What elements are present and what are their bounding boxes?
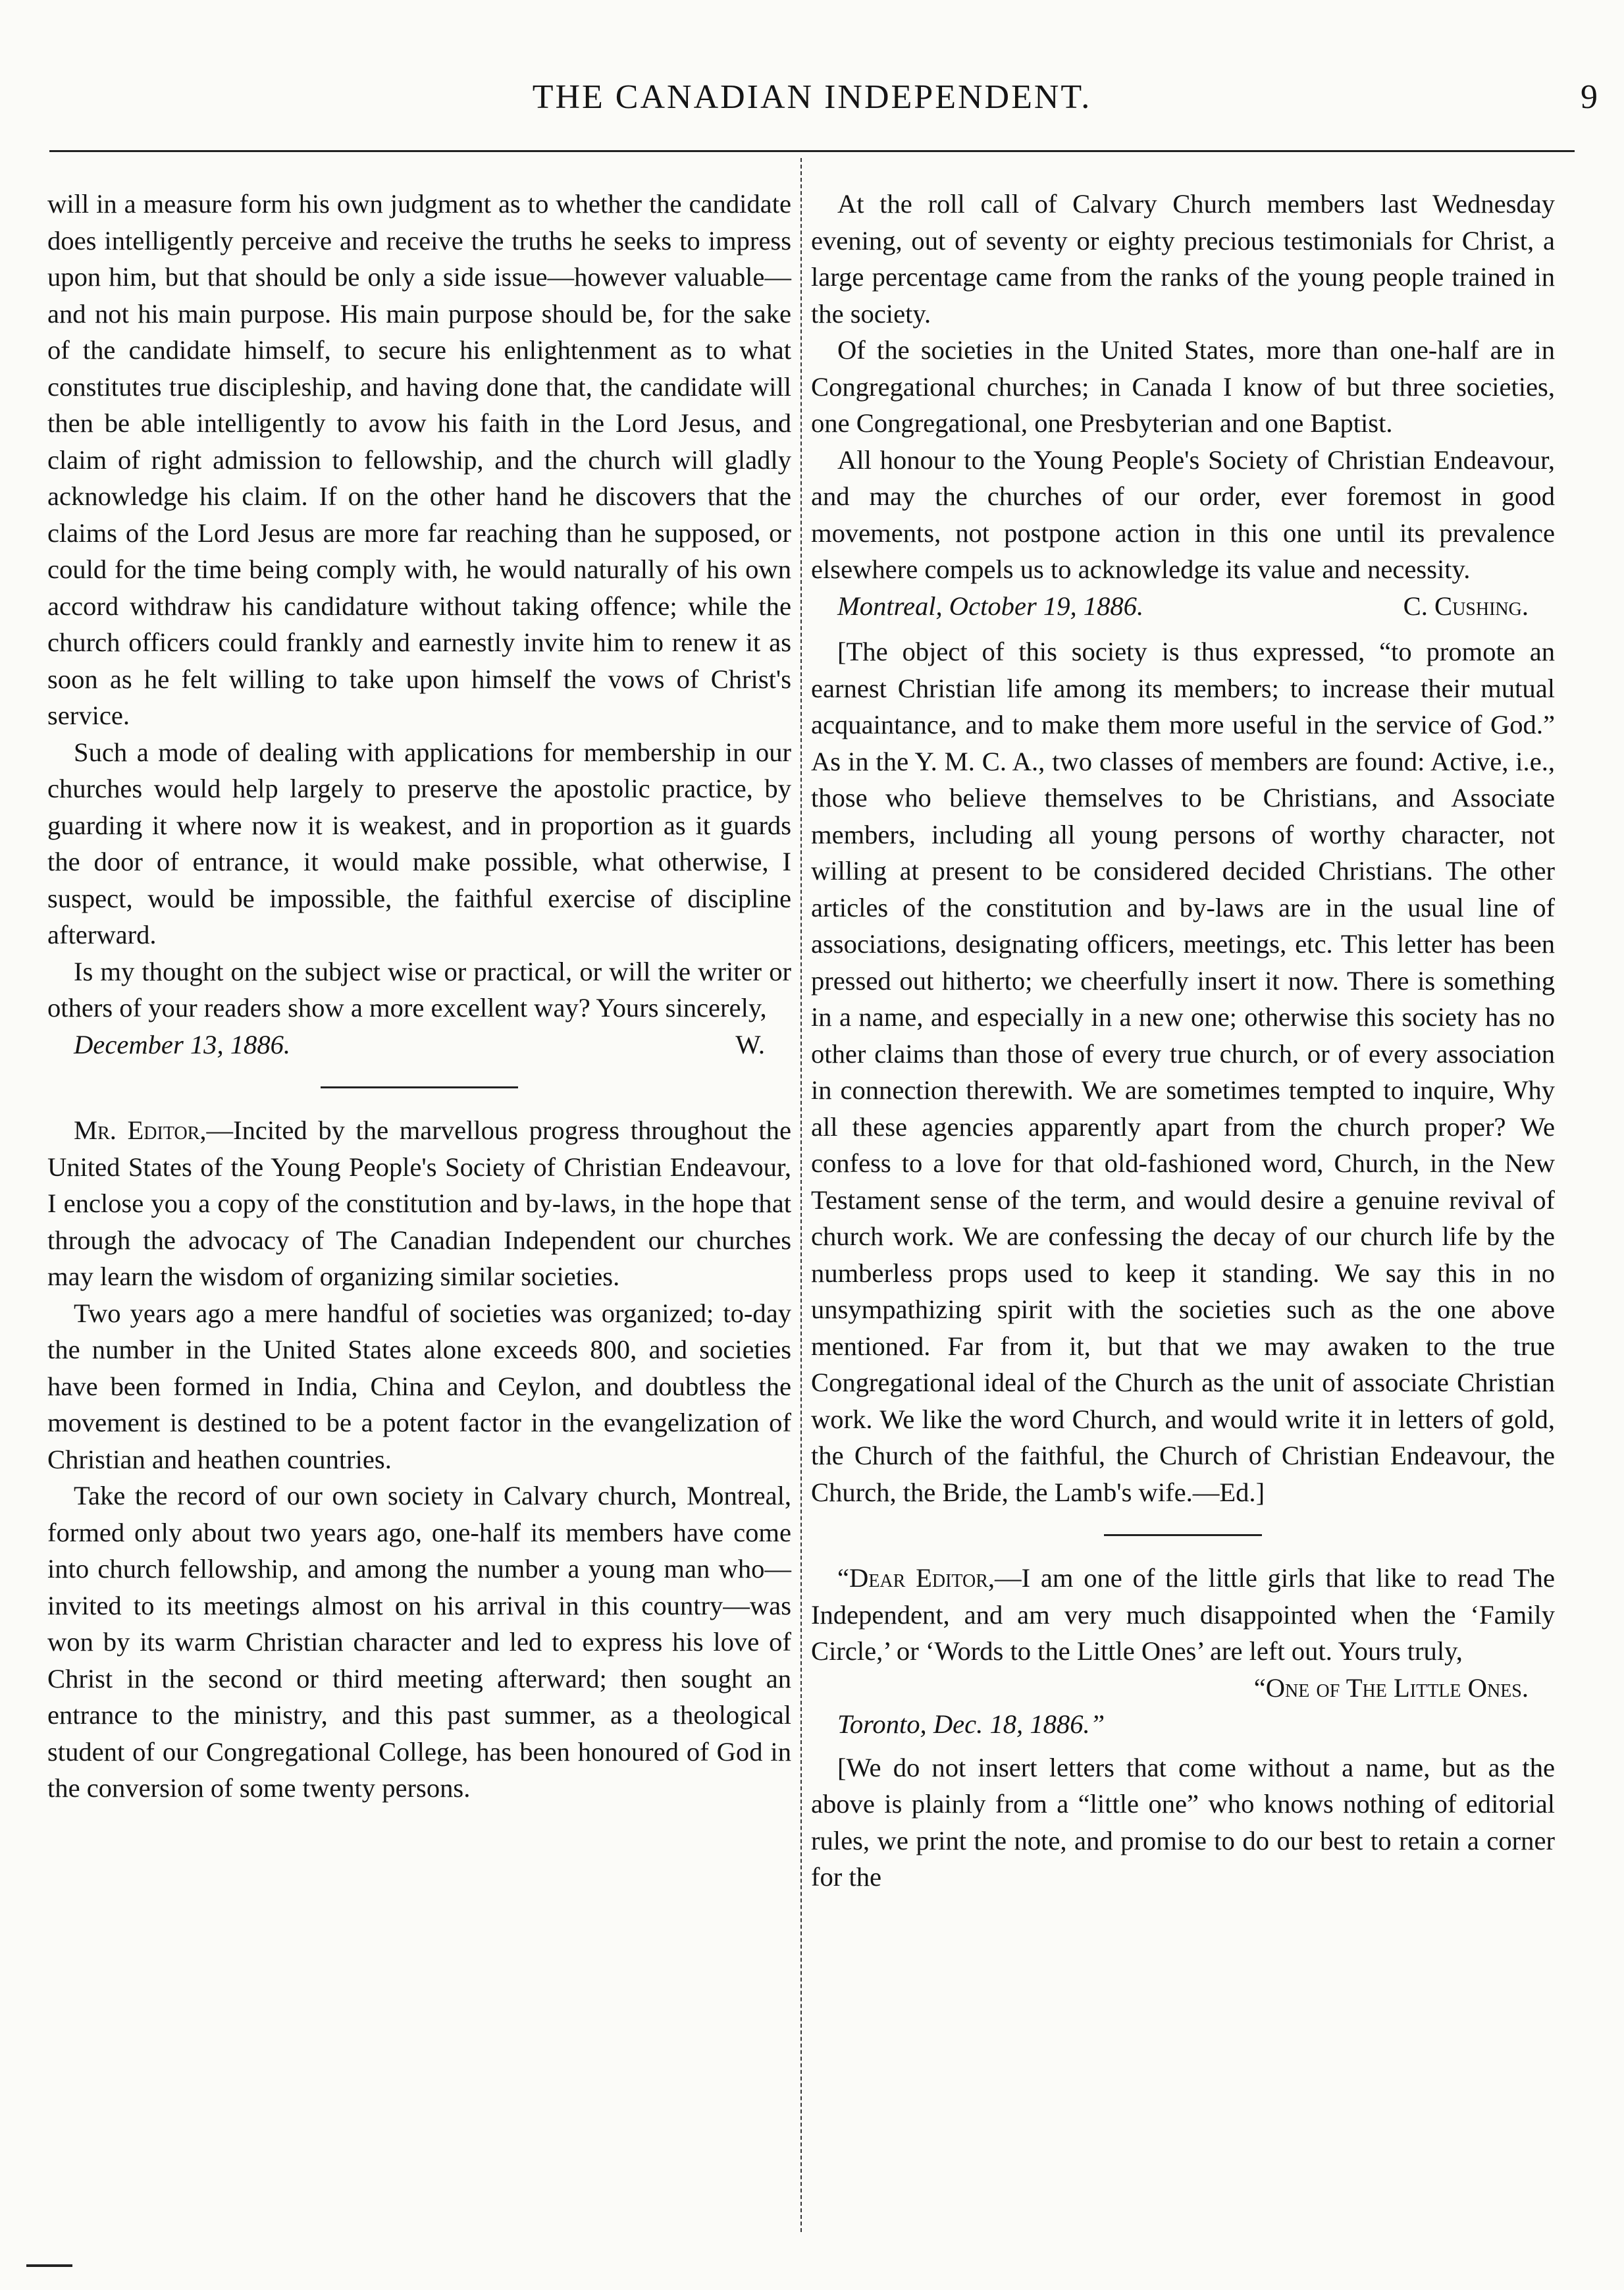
paragraph: All honour to the Young People's Society of Christian Endeavour, and may the churches of our order, ever foremost in good movements, not postpone action in this one until its prevalence elsewhere compels us to acknowledge its value and necessity. [811, 444, 1555, 584]
salutation: Mr. Editor, [74, 1115, 207, 1145]
signature-line [811, 588, 1555, 625]
signature-date: Montreal, October 19, 1886. [837, 591, 1144, 621]
salutation: “Dear Editor, [837, 1563, 995, 1593]
section-rule [1104, 1534, 1262, 1536]
editor-note: [The object of this society is thus expressed, “to promote an earnest Christian life among its members; to increase their mutual acquaintance, and to make them more useful in the service of God.” As in the Y. M. C. A., two classes of members are found: Active, i.e., those who believe themselves to be Christians, and Associate members, including all young persons of worthy character, not willing at present to be considered decided Christians. The other articles of the constitution and by-laws are in the usual line of associations, designating officers, meetings, etc. This letter has been pressed out hitherto; we cheerfully insert it now. There is something in a name, and especially in a new one; otherwise this society has no other claims than those of every true church, or of every association in connection therewith. We are sometimes tempted to inquire, Why all these agencies apparently apart from the church proper? We confess to a love for that old-fashioned word, Church, in the New Testament sense of the term, and would desire a genuine revival of church work. We are confessing the decay of our church life by the numberless props used to keep it standing. We say this in no unsympathizing spirit with the societies such as the one above mentioned. Far from it, but that we may awaken to the true Congregational ideal of the Church as the unit of associate Christian work. We like the word Church, and would write it in letters of gold, the Church of the faithful, the Church of Christian Endeavour, the Church, the Bride, the Lamb's wife.—Ed.] [811, 637, 1555, 1507]
section-rule [321, 1086, 518, 1088]
right-column [811, 186, 1555, 1896]
paragraph: will in a measure form his own judgment as to whether the candidate does intelligently perceive and receive the truths he seeks to impress upon him, but that should be only a side issue—however valuable—and not his main purpose. His main purpose should be, for the sake of the candidate himself, to secure his enlightenment as to what constitutes true discipleship, and having done that, the candidate will then be able intelligently to avow his faith in the Lord Jesus, and claim of right admission to fellowship, and the church will gladly acknowledge his claim. If on the other hand he discovers that the claims of the Lord Jesus are more far reaching than he supposed, or could for the time being comply with, he would naturally of his own accord withdraw his candidature without taking offence; while the church officers could frankly and earnestly invite him to renew it as soon as he felt willing to take upon himself the vows of Christ's service. [47, 189, 791, 730]
paragraph [47, 1112, 791, 1295]
paragraph: Of the societies in the United States, more than one-half are in Congregational churches; in Canada I know of but three societies, one Congregational, one Presbyterian and one Baptist. [811, 335, 1555, 438]
header-rule [49, 150, 1575, 152]
date-line: December 13, 1886. [74, 1029, 291, 1059]
paragraph: Take the record of our own society in Calvary church, Montreal, formed only about two years ago, one-half its members have come into church fellowship, and among the number a young man who—invited to its meetings almost on his arrival in this country—was won by its warm Christian character and led to express his love of Christ in the second or third meeting afterward; then sought an entrance to the ministry, and this past summer, as a theological student of our Congregational College, has been honoured of God in the conversion of some twenty persons. [47, 1481, 791, 1803]
signature-name: “One of The Little Ones. [1253, 1672, 1529, 1703]
page-number: 9 [1581, 78, 1598, 116]
signature: W. [735, 1029, 765, 1059]
signature-name: C. Cushing. [1403, 591, 1529, 621]
paragraph-text: Is my thought on the subject wise or practical, or will the writer or others of your readers show a more excellent way? Yours sincerely, [47, 956, 791, 1023]
page-edge-mark [26, 2264, 72, 2267]
paragraph: Such a mode of dealing with applications for membership in our churches would help largely to preserve the apostolic practice, by guarding it where now it is weakest, and in proportion as it guards the door of entrance, it would make possible, what otherwise, I suspect, would be impossible, the faithful exercise of discipline afterward. [47, 737, 791, 949]
paragraph-text: —Incited by the marvellous progress throughout the United States of the Young People's Society of Christian Endeavour, I enclose you a copy of the constitution and by-laws, in the hope that through the advocacy of The Canadian Independent our churches may learn the wisdom of organizing similar societies. [47, 1115, 791, 1291]
column-divider [800, 158, 802, 2232]
editor-note: [We do not insert letters that come without a name, but as the above is plainly from a “little one” who knows nothing of editorial rules, we print the note, and promise to do our best to retain a corner for the [811, 1752, 1555, 1892]
running-head [39, 78, 1585, 124]
publication-title: THE CANADIAN INDEPENDENT. [532, 78, 1092, 116]
paragraph [811, 1560, 1555, 1670]
paragraph: At the roll call of Calvary Church members last Wednesday evening, out of seventy or eighty precious testimonials for Christ, a large percentage came from the ranks of the young people trained in the society. [811, 189, 1555, 329]
paragraph-text: —I am one of the little girls that like to read The Independent, and am very much disappointed when the ‘Family Circle,’ or ‘Words to the Little Ones’ are left out. Yours truly, [811, 1563, 1555, 1666]
left-column [47, 186, 791, 1807]
date-line: Toronto, Dec. 18, 1886.” [837, 1709, 1105, 1739]
paragraph: Two years ago a mere handful of societies was organized; to-day the number in the United States alone exceeds 800, and societies have been formed in India, China and Ceylon, and doubtless the movement is destined to be a potent factor in the evangelization of Christian and heathen countries. [47, 1298, 791, 1474]
